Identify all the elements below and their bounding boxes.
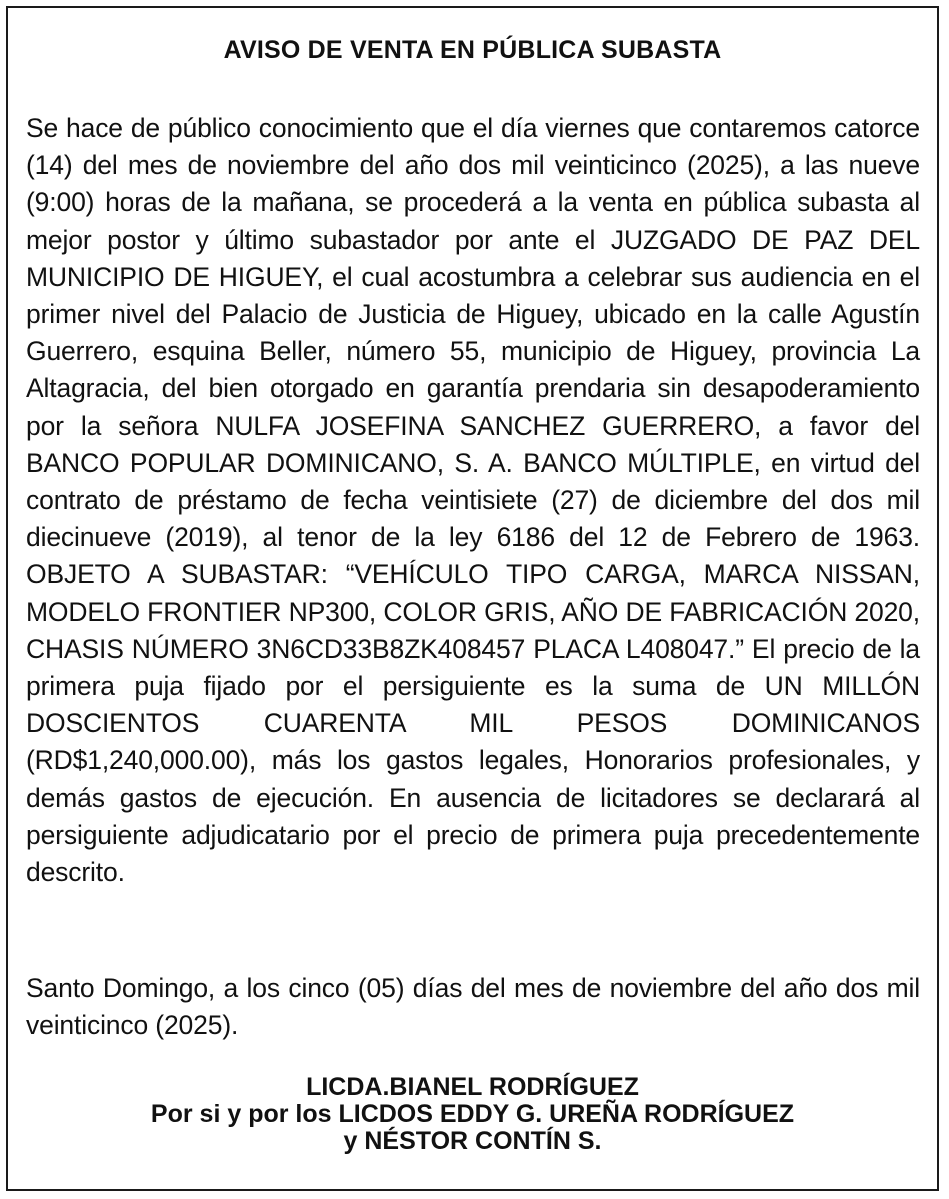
- notice-body-paragraph: Se hace de público conocimiento que el día viernes que contaremos catorce (14) del mes de noviembre del año dos mil veinticinco (2025), a las nueve (9:00) horas de la mañana, se procederá a la venta en pública subasta al mejor postor y último subastador por ante el JUZGADO DE PAZ DEL MUNICIPIO DE HIGUEY, el cual acostumbra a celebrar sus audiencia en el primer nivel del Palacio de Justicia de Higuey, ubicado en la calle Agustín Guerrero, esquina Beller, número 55, municipio de Higuey, provincia La Altagracia, del bien otorgado en garantía prendaria sin desapoderamiento por la señora NULFA JOSEFINA SANCHEZ GUERRERO, a favor del BANCO POPULAR DOMINICANO, S. A. BANCO MÚLTIPLE, en virtud del contrato de préstamo de fecha veintisiete (27) de diciembre del dos mil diecinueve (2019), al tenor de la ley 6186 del 12 de Febrero de 1963. OBJETO A SUBASTAR: “VEHÍCULO TIPO CARGA, MARCA NISSAN, MODELO FRONTIER NP300, COLOR GRIS, AÑO DE FABRICACIÓN 2020, CHASIS NÚMERO 3N6CD33B8ZK408457 PLACA L408047.” El precio de la primera puja fijado por el persiguiente es la suma de UN MILLÓN DOSCIENTOS CUARENTA MIL PESOS DOMINICANOS (RD$1,240,000.00), más los gastos legales, Honorarios profesionales, y demás gastos de ejecución. En ausencia de licitadores se declarará al persiguiente adjudicatario por el precio de primera puja precedentemente descrito.: [26, 113, 920, 888]
- notice-closing: [26, 970, 920, 1044]
- signature-on-behalf: Por si y por los LICDOS EDDY G. UREÑA RODRÍGUEZ: [150, 1100, 795, 1128]
- signature-name: LICDA.BIANEL RODRÍGUEZ: [306, 1073, 639, 1101]
- notice-body: [26, 110, 920, 891]
- notice-frame: [6, 6, 939, 1191]
- notice-closing-paragraph: Santo Domingo, a los cinco (05) días del mes de noviembre del año dos mil veinticinco (2025).: [26, 973, 920, 1041]
- notice-title: AVISO DE VENTA EN PÚBLICA SUBASTA: [223, 36, 722, 64]
- signature-block: [8, 1074, 937, 1155]
- signature-co-signer: y NÉSTOR CONTÍN S.: [343, 1127, 602, 1155]
